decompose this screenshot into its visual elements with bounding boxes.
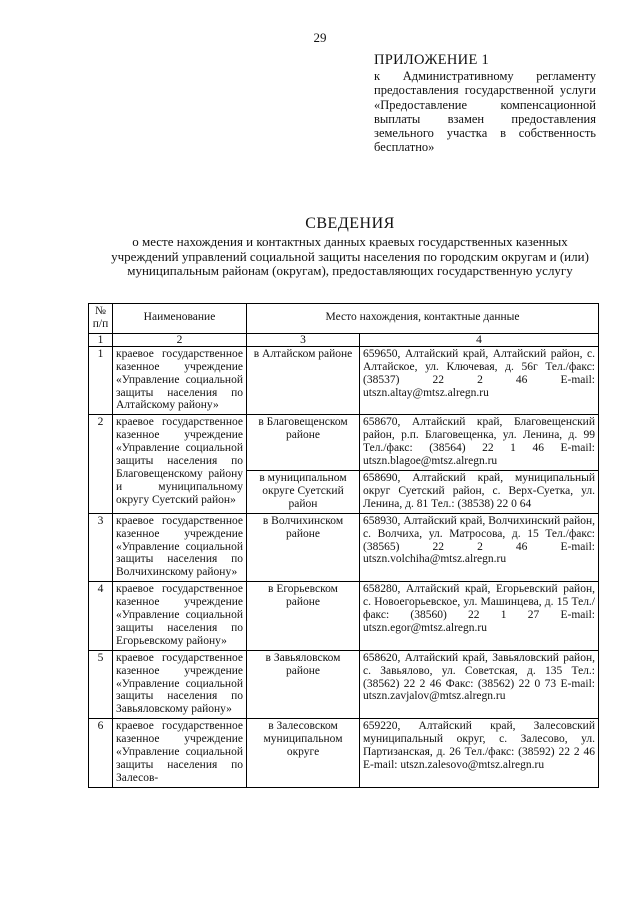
document-heading bbox=[110, 215, 590, 279]
institution-name: краевое государственное казенное учреждение «Управление социальной защиты населения по Егорьевскому району» bbox=[113, 582, 247, 651]
contact-details: 658280, Алтайский край, Егорьевский район, с. Новоегорьевское, ул. Машинцева, д. 15 Тел./факс: (38560) 22 1 27 E-mail: utszn.egor@mtsz.alregn.ru bbox=[360, 582, 599, 651]
heading-title: СВЕДЕНИЯ bbox=[305, 215, 395, 232]
col-number-3: 3 bbox=[247, 333, 360, 346]
service-area: в Благовещенском районе bbox=[247, 415, 360, 471]
col-number-2: 2 bbox=[113, 333, 247, 346]
contact-details: 659650, Алтайский край, Алтайский район, с. Алтайское, ул. Ключевая, д. 56г Тел./факс: (38537) 22 2 46 E-mail: utszn.altay@mtsz.alregn.ru bbox=[360, 346, 599, 415]
row-number: 6 bbox=[89, 719, 113, 788]
table-row bbox=[89, 650, 599, 719]
appendix-text: к Административному регламенту предоставления государственной услуги «Предоставление компенсационной выплаты взамен предоставления земельного участка в собственность бесплатно» bbox=[374, 69, 596, 155]
contact-details: 658930, Алтайский край, Волчихинский район, с. Волчиха, ул. Матросова, д. 15 Тел./факс: (38565) 22 2 46 E-mail: utszn.volchiha@mtsz.alregn.ru bbox=[360, 513, 599, 582]
institution-name: краевое государственное казенное учреждение «Управление социальной защиты населения по Залесов- bbox=[113, 719, 247, 788]
institution-name: краевое государственное казенное учреждение «Управление социальной защиты населения по Благовещенскому району и муниципальному округу Суетский район» bbox=[113, 415, 247, 513]
heading-subtitle: о месте нахождения и контактных данных краевых государственных казенных учреждений управлений социальной защиты населения по городским округам и (или) муниципальным районам (округам), предоставляющих государственную услугу bbox=[111, 234, 589, 279]
offices-table bbox=[88, 303, 599, 788]
table-row bbox=[89, 513, 599, 582]
contact-details: 658670, Алтайский край, Благовещенский район, р.п. Благовещенка, ул. Ленина, д. 99 Тел./факс: (38564) 22 1 46 E-mail: utszn.blagoe@mtsz.alregn.ru bbox=[360, 415, 599, 471]
table-row bbox=[89, 719, 599, 788]
appendix-block bbox=[374, 53, 596, 154]
col-number-4: 4 bbox=[360, 333, 599, 346]
table-header-row bbox=[89, 304, 599, 334]
service-area: в Егорьевском районе bbox=[247, 582, 360, 651]
appendix-title: ПРИЛОЖЕНИЕ 1 bbox=[374, 52, 490, 68]
header-name: Наименование bbox=[113, 304, 247, 334]
page-number: 29 bbox=[313, 30, 327, 45]
row-number: 2 bbox=[89, 415, 113, 513]
table-row bbox=[89, 582, 599, 651]
service-area: в Волчихинском районе bbox=[247, 513, 360, 582]
contact-details: 658690, Алтайский край, муниципальный округ Суетский район, с. Верх-Суетка, ул. Ленина, д. 81 Тел.: (38538) 22 0 64 bbox=[360, 470, 599, 513]
row-number: 3 bbox=[89, 513, 113, 582]
column-number-row bbox=[89, 333, 599, 346]
institution-name: краевое государственное казенное учреждение «Управление социальной защиты населения по Алтайскому району» bbox=[113, 346, 247, 415]
table-row bbox=[89, 346, 599, 415]
institution-name: краевое государственное казенное учреждение «Управление социальной защиты населения по Волчихинскому району» bbox=[113, 513, 247, 582]
row-number: 5 bbox=[89, 650, 113, 719]
header-location: Место нахождения, контактные данные bbox=[247, 304, 599, 334]
institution-name: краевое государственное казенное учреждение «Управление социальной защиты населения по Завьяловскому району» bbox=[113, 650, 247, 719]
contact-details: 659220, Алтайский край, Залесовский муниципальный округ, с. Залесово, ул. Партизанская, д. 26 Тел./факс: (38592) 22 2 46 E-mail: utszn.zalesovo@mtsz.alregn.ru bbox=[360, 719, 599, 788]
table-row bbox=[89, 415, 599, 471]
service-area: в Завьяловском районе bbox=[247, 650, 360, 719]
col-number-1: 1 bbox=[89, 333, 113, 346]
contact-details: 658620, Алтайский край, Завьяловский район, с. Завьялово, ул. Советская, д. 135 Тел.: (38562) 22 2 46 Факс: (38562) 22 0 73 E-mail: utszn.zavjalov@mtsz.alregn.ru bbox=[360, 650, 599, 719]
service-area: в Залесовском муниципальном округе bbox=[247, 719, 360, 788]
row-number: 1 bbox=[89, 346, 113, 415]
header-num: № п/п bbox=[89, 304, 113, 334]
service-area: в муниципальном округе Суетский район bbox=[247, 470, 360, 513]
service-area: в Алтайском районе bbox=[247, 346, 360, 415]
row-number: 4 bbox=[89, 582, 113, 651]
